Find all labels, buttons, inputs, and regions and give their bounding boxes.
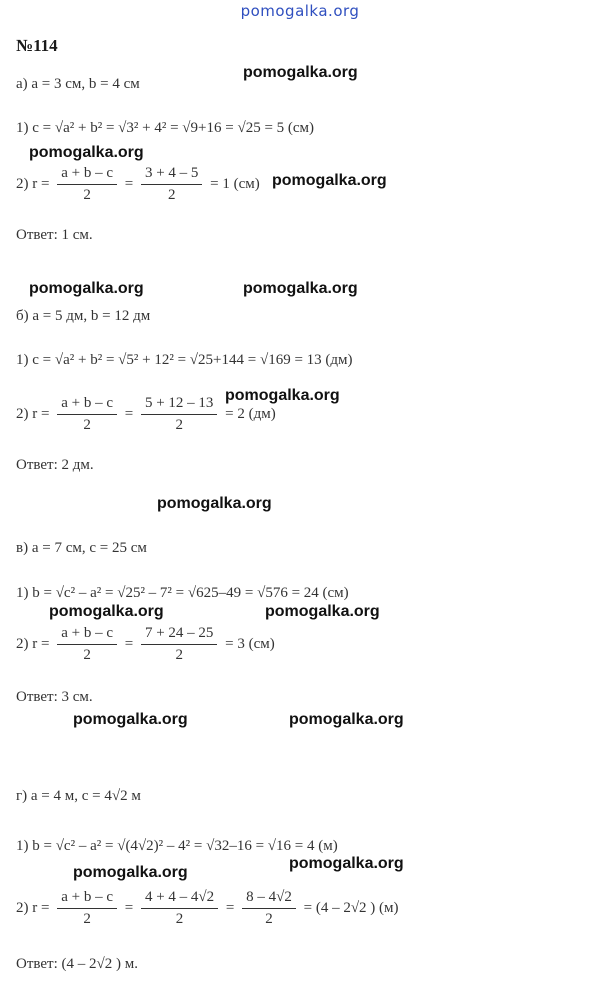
part-d-step2 bbox=[16, 888, 399, 929]
part-a-answer: Ответ: 1 см. bbox=[16, 227, 93, 243]
fraction-numerator: a + b – c bbox=[57, 624, 117, 645]
watermark: pomogalka.org bbox=[289, 855, 404, 872]
step-label: 2) r = bbox=[16, 899, 50, 916]
fraction bbox=[242, 888, 296, 929]
fraction bbox=[57, 164, 117, 205]
watermark: pomogalka.org bbox=[243, 64, 358, 81]
part-c-step1: 1) b = √c² – a² = √25² – 7² = √625–49 = √576 = 24 (см) bbox=[16, 585, 349, 601]
part-b-step1: 1) c = √a² + b² = √5² + 12² = √25+144 = √169 = 13 (дм) bbox=[16, 352, 353, 368]
watermark: pomogalka.org bbox=[29, 144, 144, 161]
fraction-numerator: 5 + 12 – 13 bbox=[141, 394, 217, 415]
fraction bbox=[141, 394, 217, 435]
fraction-denominator: 2 bbox=[265, 910, 273, 927]
step-label: 2) r = bbox=[16, 175, 50, 192]
watermark: pomogalka.org bbox=[225, 387, 340, 404]
fraction-numerator: 7 + 24 – 25 bbox=[141, 624, 217, 645]
fraction bbox=[141, 624, 217, 665]
part-c-given: в) a = 7 см, c = 25 см bbox=[16, 540, 147, 556]
part-c-step2 bbox=[16, 624, 275, 665]
fraction-denominator: 2 bbox=[175, 416, 183, 433]
watermark: pomogalka.org bbox=[49, 603, 164, 620]
step-result: = 3 (см) bbox=[225, 635, 275, 652]
step-result: = 1 (см) bbox=[210, 175, 260, 192]
watermark: pomogalka.org bbox=[157, 495, 272, 512]
fraction-numerator: 8 – 4√2 bbox=[242, 888, 296, 909]
step-result: = (4 – 2√2 ) (м) bbox=[303, 899, 399, 916]
fraction bbox=[57, 624, 117, 665]
fraction-numerator: 3 + 4 – 5 bbox=[141, 164, 202, 185]
fraction-numerator: a + b – c bbox=[57, 164, 117, 185]
part-d-answer: Ответ: (4 – 2√2 ) м. bbox=[16, 956, 138, 972]
watermark: pomogalka.org bbox=[272, 172, 387, 189]
part-a-step1: 1) c = √a² + b² = √3² + 4² = √9+16 = √25 = 5 (см) bbox=[16, 120, 315, 136]
problem-number: №114 bbox=[16, 36, 58, 55]
fraction bbox=[141, 164, 202, 205]
equals-sign: = bbox=[124, 175, 134, 192]
fraction-numerator: 4 + 4 – 4√2 bbox=[141, 888, 218, 909]
step-label: 2) r = bbox=[16, 405, 50, 422]
step-result: = 2 (дм) bbox=[225, 405, 276, 422]
equals-sign: = bbox=[225, 899, 235, 916]
fraction-denominator: 2 bbox=[83, 646, 91, 663]
site-header-link[interactable]: pomogalka.org bbox=[240, 2, 360, 20]
watermark: pomogalka.org bbox=[243, 280, 358, 297]
fraction bbox=[57, 394, 117, 435]
fraction-denominator: 2 bbox=[175, 910, 184, 927]
fraction-denominator: 2 bbox=[83, 186, 91, 203]
equals-sign: = bbox=[124, 405, 134, 422]
watermark: pomogalka.org bbox=[265, 603, 380, 620]
fraction-denominator: 2 bbox=[167, 186, 176, 203]
fraction bbox=[57, 888, 117, 929]
part-d-given: г) a = 4 м, c = 4√2 м bbox=[16, 788, 141, 804]
fraction-denominator: 2 bbox=[175, 646, 183, 663]
watermark: pomogalka.org bbox=[73, 711, 188, 728]
part-b-given: б) a = 5 дм, b = 12 дм bbox=[16, 308, 151, 324]
equals-sign: = bbox=[124, 635, 134, 652]
equals-sign: = bbox=[124, 899, 134, 916]
watermark: pomogalka.org bbox=[289, 711, 404, 728]
part-b-answer: Ответ: 2 дм. bbox=[16, 457, 94, 473]
fraction-numerator: a + b – c bbox=[57, 888, 117, 909]
part-c-answer: Ответ: 3 см. bbox=[16, 689, 93, 705]
fraction bbox=[141, 888, 218, 929]
fraction-numerator: a + b – c bbox=[57, 394, 117, 415]
watermark: pomogalka.org bbox=[29, 280, 144, 297]
part-a-step2 bbox=[16, 164, 260, 205]
part-a-given: а) a = 3 см, b = 4 см bbox=[16, 76, 140, 92]
fraction-denominator: 2 bbox=[83, 910, 91, 927]
part-d-step1: 1) b = √c² – a² = √(4√2)² – 4² = √32–16 = √16 = 4 (м) bbox=[16, 838, 338, 854]
watermark: pomogalka.org bbox=[73, 864, 188, 881]
step-label: 2) r = bbox=[16, 635, 50, 652]
fraction-denominator: 2 bbox=[83, 416, 91, 433]
